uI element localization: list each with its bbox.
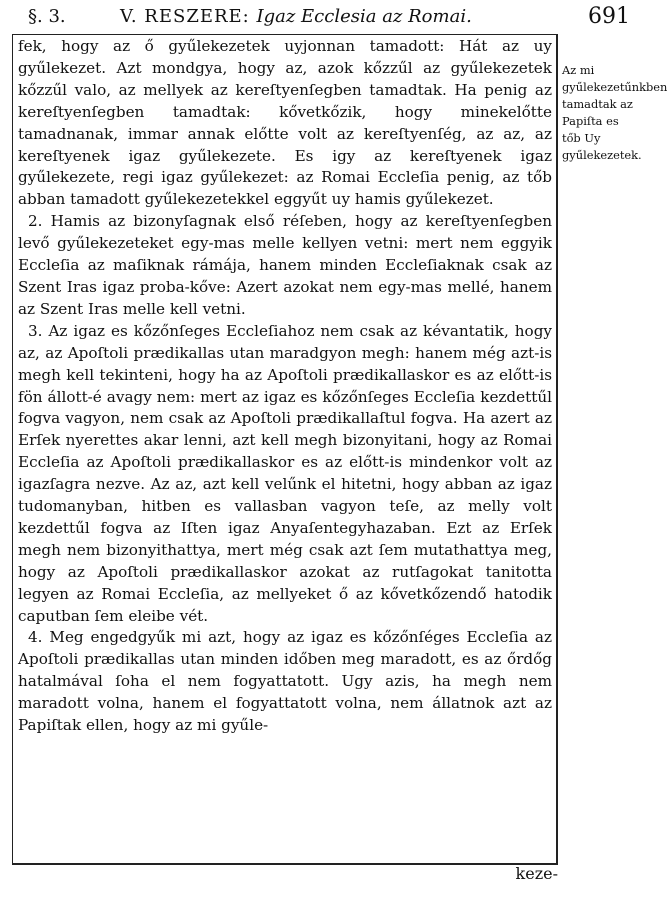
paragraph-1: fek, hogy az ő gyűlekezetek uyjonnan tamadott: Hát az uy gyűlekezet. Azt mondgya, hogy az, azok kőzzűl az gyűlekezetek kőzzűl valo, az mellyek az kereſtyenſegben tamadtak. Ha penig az kereſtyenſegben tamadtak: kővetkőzik, hogy minekelőtte tamadnanak, immar annak előtte volt az kereſtyenſég, az az, az kereſtyenek igaz gyűlekezete. Es igy az kereſtyenek igaz gyűlekezete, regi igaz gyűlekezet: az Romai Eccleſia penig, az tőb abban tamadott gyűlekezetekkel eggyűt uy hamis gyűlekezet. (18, 37, 552, 209)
main-text (18, 36, 552, 737)
paragraph-2: 2. Hamis az bizonyſagnak első réſeben, hogy az kereſtyenſegben levő gyűlekezeteket egy-mas melle kellyen vetni: mert nem eggyik Eccleſia az maſiknak rámája, hanem minden Eccleſiaknak csak az Szent Iras igaz proba-kőve: Azert azokat nem egy-mas mellé, hanem az Szent Iras melle kell vetni. (18, 212, 552, 318)
margin-note: Az mi gyűlekezetűnkben tamadtak az Papiſta es tőb Uy gyűlekezetek. (562, 63, 667, 162)
page-number: 691 (588, 4, 630, 29)
margin-divider (556, 34, 558, 864)
running-title-sub: Igaz Ecclesia az Romai. (256, 6, 472, 27)
section-marker: §. 3. (28, 6, 66, 27)
paragraph-3: 3. Az igaz es kőzőnſeges Eccleſiahoz nem csak az kévantatik, hogy az, az Apoſtoli prædikallas utan maradgyon megh: hanem még azt-is megh kell tekinteni, hogy ha az Apoſtoli prædikallaskor es az előtt-is fön állott-é avagy nem: mert az igaz es kőzőnſeges Eccleſia kezdettűl fogva vagyon, nem csak az Apoſtoli prædikallaſtul fogva. Ha azert az Erſek nyerettes akar lenni, azt kell megh bizonyitani, hogy az Romai Eccleſia az Apoſtoli prædikallaskor es az előtt-is mindenkor volt az igazſagra nezve. Az az, azt kell velűnk el hitetni, hogy abban az igaz tudomanyban, hitben es vallasban vagyon teſe, az melly volt kezdettűl fogva az Iſten igaz Anyaſentegyhazaban. Ezt az Erſek megh nem bizonyithattya, mert még csak azt ſem mutathattya meg, hogy az Apoſtoli prædikallaskor azokat az rutſagokat tanitotta legyen az Romai Eccleſia, az mellyeket ő az kővetkőzendő hatodik caputban ſem eleibe vét. (18, 321, 552, 625)
page-header (10, 0, 630, 34)
paragraph-4: 4. Meg engedgyűk mi azt, hogy az igaz es kőzőnſéges Eccleſia az Apoſtoli prædikallas utan minden időben meg maradott, es az őrdőg hatalmával ſoha el nem fogyattatott. Ugy azis, ha megh nem maradott volna, hanem el fogyattatott volna, nem állatnok azt az Papiſtak ellen, hogy az mi gyűle- (18, 628, 552, 735)
running-title (120, 0, 472, 34)
catchword: keze- (515, 864, 558, 883)
running-title-main: V. RESZERE: (120, 6, 250, 27)
